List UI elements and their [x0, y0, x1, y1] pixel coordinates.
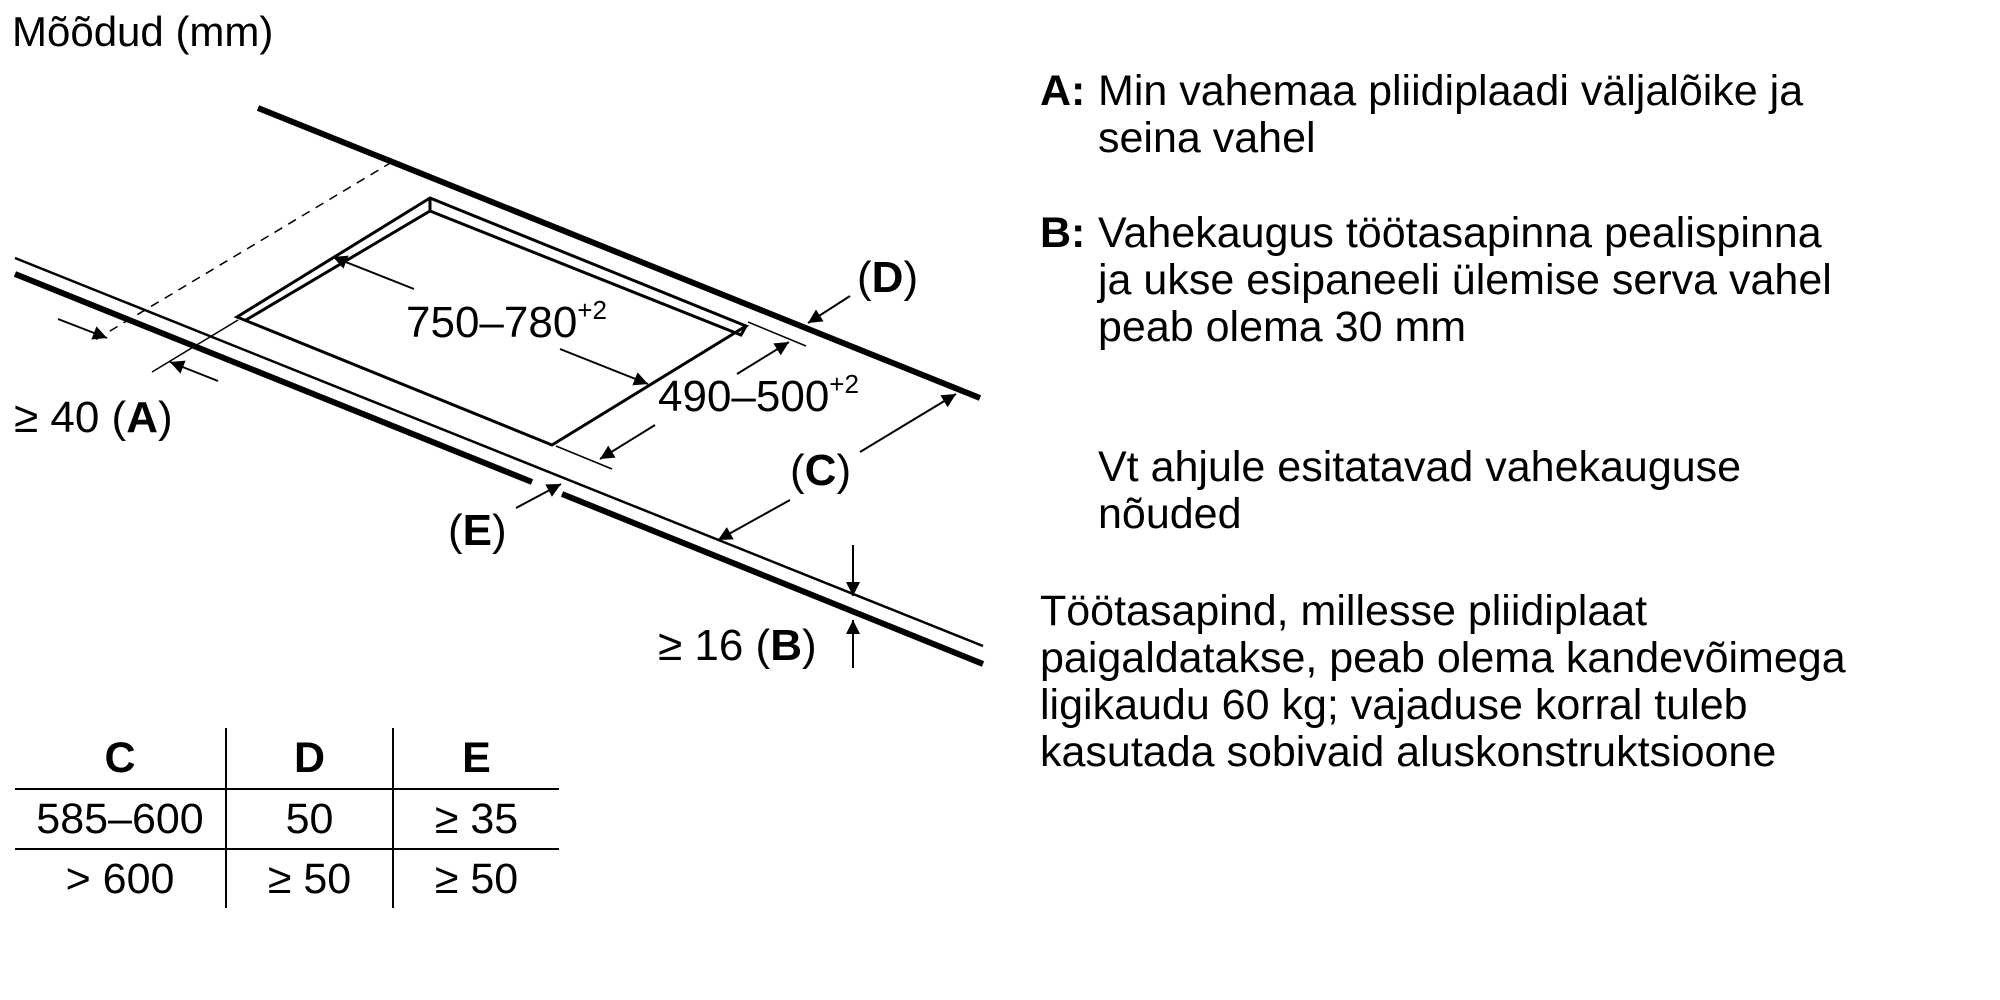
- oven-note-text: Vt ahjule esitatavad vahekauguse nõuded: [1098, 443, 1742, 538]
- dim-length-arrow-top: [333, 257, 414, 289]
- worktop-note: [1040, 588, 1846, 776]
- legend-A: [1040, 68, 1803, 162]
- label-E: (E): [448, 506, 507, 555]
- dim-D-arrow: [808, 296, 850, 323]
- table-header-C: C: [15, 728, 226, 789]
- table-header-E: E: [393, 728, 559, 789]
- cutout-inner-edge-left: [246, 211, 430, 320]
- table-row: [15, 849, 559, 908]
- legend-B-key: B:: [1040, 209, 1086, 257]
- dim-length-arrow-bottom: [560, 349, 648, 384]
- dim-C-arrow-bottom: [718, 500, 790, 540]
- table-row: [15, 789, 559, 849]
- dimension-table: [15, 728, 559, 908]
- dim-A-arrow-2: [170, 362, 218, 381]
- table-header-row: [15, 728, 559, 789]
- dim-width-label: $490-500^{+2}$: [658, 369, 859, 421]
- oven-note: [1098, 444, 1741, 538]
- dim-width-arrow-bottom: [600, 425, 655, 459]
- legend-A-key: A:: [1040, 67, 1086, 115]
- table-cell: ≥ 50: [434, 854, 519, 903]
- table-cell: ≥ 35: [393, 789, 559, 849]
- table-cell: ≥ 50: [226, 849, 393, 908]
- legend-B: [1040, 210, 1832, 351]
- dim-width-arrow-top: [737, 342, 789, 374]
- legend-B-text: Vahekaugus töötasapinna pealispinna ja ukse esipaneeli ülemise serva vahel peab olema 30 mm: [1098, 209, 1832, 351]
- label-A: ≥ 40 (A): [14, 393, 173, 442]
- table-cell: 585–600: [15, 789, 226, 849]
- page-title: Mõõdud (mm): [12, 8, 274, 55]
- label-B: ≥ 16 (B): [658, 621, 817, 670]
- legend-A-text: Min vahemaa pliidiplaadi väljalõike ja seina vahel: [1098, 67, 1804, 162]
- dim-A-arrow-1: [58, 319, 107, 338]
- worktop-note-text: Töötasapind, millesse pliidiplaat paigaldatakse, peab olema kandevõimega ligikaudu 60 kg; vajaduse korral tuleb kasutada sobivaid aluskonstruktsioone: [1040, 587, 1846, 776]
- table-cell: > 600: [15, 849, 226, 908]
- dim-C-arrow-top: [860, 394, 956, 452]
- table-header-D: D: [226, 728, 393, 789]
- label-C: (C): [790, 446, 852, 495]
- dim-length-label: $750-780^{+2}$: [406, 295, 607, 347]
- label-D: (D): [857, 253, 919, 302]
- table-cell: 50: [226, 789, 393, 849]
- dim-E-arrow: [516, 484, 561, 508]
- dim-A-ext: [152, 320, 238, 372]
